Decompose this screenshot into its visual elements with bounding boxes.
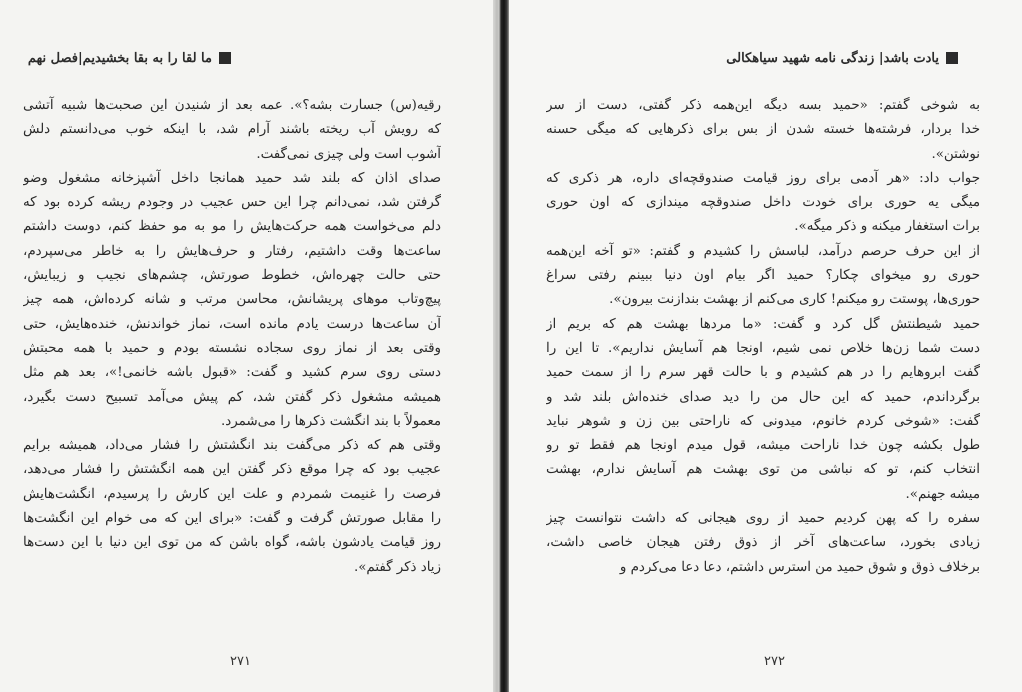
text-line: فرصت را غنیمت شمردم و علت این کارش را پرسیدم، انگشت‌هایش bbox=[23, 486, 441, 502]
text-line: دست شما زن‌ها خلاص نمی شیم، اونجا هم آسایش نداریم». تا این را bbox=[546, 340, 980, 356]
text-line: آشوب است ولی چیزی نمی‌گفت. bbox=[256, 146, 441, 162]
header-square-icon bbox=[219, 52, 231, 64]
text-line: که رویش آب ریخته باشند آرام شد، با اینکه خوب می‌دانستم دلش bbox=[23, 122, 441, 138]
text-line: حوری‌ها، پوستت رو میکنم! کاری می‌کنم از بهشت بندازنت بیرون». bbox=[609, 292, 980, 308]
header-square-icon bbox=[946, 52, 958, 64]
book-spine-gutter bbox=[493, 0, 509, 692]
text-line: دستی روی سرم کشید و گفت: «قبول باشه خانمی!»، بعد هم مثل bbox=[23, 365, 441, 381]
text-line: صدای اذان که بلند شد حمید همانجا داخل آشپزخانه مشغول وضو bbox=[23, 170, 441, 186]
right-page-body-text bbox=[546, 94, 980, 580]
text-line: دلم می‌خواست همه حرکت‌هایش را مو به مو حفظ کنم، دوست داشتم bbox=[23, 219, 441, 235]
text-line: گرفتن شد، نمی‌دانم چرا این حس عجیب در وجودم ریشه کرده بود که bbox=[23, 195, 441, 211]
text-line: زیادی بخورد، ساعت‌های آخر از ذوق رفتن هیجان خاصی داشت، bbox=[546, 535, 980, 551]
text-line: پیچ‌وتاب موهای پریشانش، محاسن مرتب و شانه کرده‌اش، همه چیز bbox=[23, 292, 441, 308]
text-line: میشه جهنم». bbox=[905, 486, 980, 502]
text-line: روز قیامت یادشون باشه، گواه باشن که من توی این دنیا با این دست‌ها bbox=[23, 535, 441, 551]
text-line: میگی یه حوری برای خودت داخل صندوقچه میندازی که اون حوری bbox=[546, 195, 980, 211]
text-line: انتخاب کنم، تو که نباشی من توی بهشت هم آسایش ندارم، بهشت bbox=[546, 462, 980, 478]
text-line: گفت: «شوخی کردم خانوم، میدونی که ناراحتی بین زن و شوهر نباید bbox=[546, 413, 980, 429]
left-header-title: ما لقا را به بقا بخشیدیم|فصل نهم bbox=[27, 50, 212, 66]
text-line: عجیب بود که چرا موقع ذکر گفتن این همه انگشتش را فشار می‌دهد، bbox=[23, 462, 441, 478]
text-line: نوشتن». bbox=[931, 146, 980, 162]
text-line: جواب داد: «هر آدمی برای روز قیامت صندوقچه‌ای داره، هر ذکری که bbox=[546, 170, 980, 186]
text-line: وقتی بعد از نماز روی سجاده نشسته بودم و حمید با همه محبتش bbox=[23, 340, 441, 356]
text-line: آن ساعت‌ها درست یادم مانده است، نماز خواندنش، خنده‌هایش، حتی bbox=[23, 316, 441, 332]
text-line: به شوخی گفتم: «حمید بسه دیگه این‌همه ذکر گفتی، دست از سر bbox=[546, 98, 980, 113]
right-running-header bbox=[726, 46, 958, 70]
left-page-number: ۲۷۱ bbox=[230, 654, 251, 669]
text-line: حوری رو میخوای چکار؟ حمید اگر بیام اون دنیا ببینم رفتی سراغ bbox=[546, 268, 980, 284]
right-header-title: یادت باشد| زندگی نامه شهید سیاهکالی bbox=[726, 50, 939, 66]
text-line: گفت ابروهایم را در هم کشیدم و با حالت قهر سرم را از سمت حمید bbox=[546, 365, 980, 381]
right-page-number: ۲۷۲ bbox=[764, 654, 785, 669]
left-page bbox=[0, 0, 493, 692]
text-line: همیشه مشغول ذکر گفتن شد، کم پیش می‌آمد تسبیح دست بگیرد، bbox=[23, 389, 441, 405]
left-running-header bbox=[28, 46, 231, 70]
text-line: خدا بردار، فرشته‌ها خسته شدن از بس برای ذکرهایی که میگی حسنه bbox=[546, 122, 980, 138]
left-page-body-text bbox=[23, 94, 441, 580]
text-line: طول بکشه چون خدا ناراحت میشه، قول میدم اونجا هم فقط تو رو bbox=[546, 438, 980, 454]
text-line: برخلاف ذوق و شوق حمید من استرس داشتم، دعا دعا می‌کردم و bbox=[619, 559, 980, 575]
text-line: برگرداندم، حمید که این حال من را دید صدای خنده‌اش بلند شد و bbox=[546, 389, 980, 405]
text-line: حتی حالت چهره‌اش، خطوط صورتش، چشم‌های نجیب و زیبایش، bbox=[23, 268, 441, 284]
text-line: وقتی هم که ذکر می‌گفت بند انگشتش را فشار می‌داد، همیشه برایم bbox=[23, 438, 441, 454]
text-line: معمولاً با بند انگشت ذکرها را می‌شمرد. bbox=[221, 413, 441, 429]
text-line: حمید شیطنتش گل کرد و گفت: «ما مردها بهشت هم که بریم از bbox=[546, 316, 980, 332]
text-line: ساعت‌ها وقت داشتیم، رفتار و حرف‌هایش را به خاطر می‌سپردم، bbox=[23, 243, 441, 259]
text-line: از این حرف حرصم درآمد، لباسش را کشیدم و گفتم: «تو آخه این‌همه bbox=[546, 243, 980, 259]
text-line: را مقابل صورتش گرفت و گفت: «برای این که می خوام این انگشت‌ها bbox=[23, 511, 441, 527]
right-page bbox=[509, 0, 1022, 692]
text-line: برات استغفار میکنه و ذکر میگه». bbox=[794, 219, 980, 235]
text-line: رقیه(س) جسارت بشه؟». عمه بعد از شنیدن این صحبت‌ها شبیه آتشی bbox=[23, 98, 441, 113]
text-line: زیاد ذکر گفتم». bbox=[353, 559, 441, 575]
text-line: سفره را که پهن کردیم حمید از روی هیجانی که داشت نتوانست چیز bbox=[546, 511, 980, 527]
